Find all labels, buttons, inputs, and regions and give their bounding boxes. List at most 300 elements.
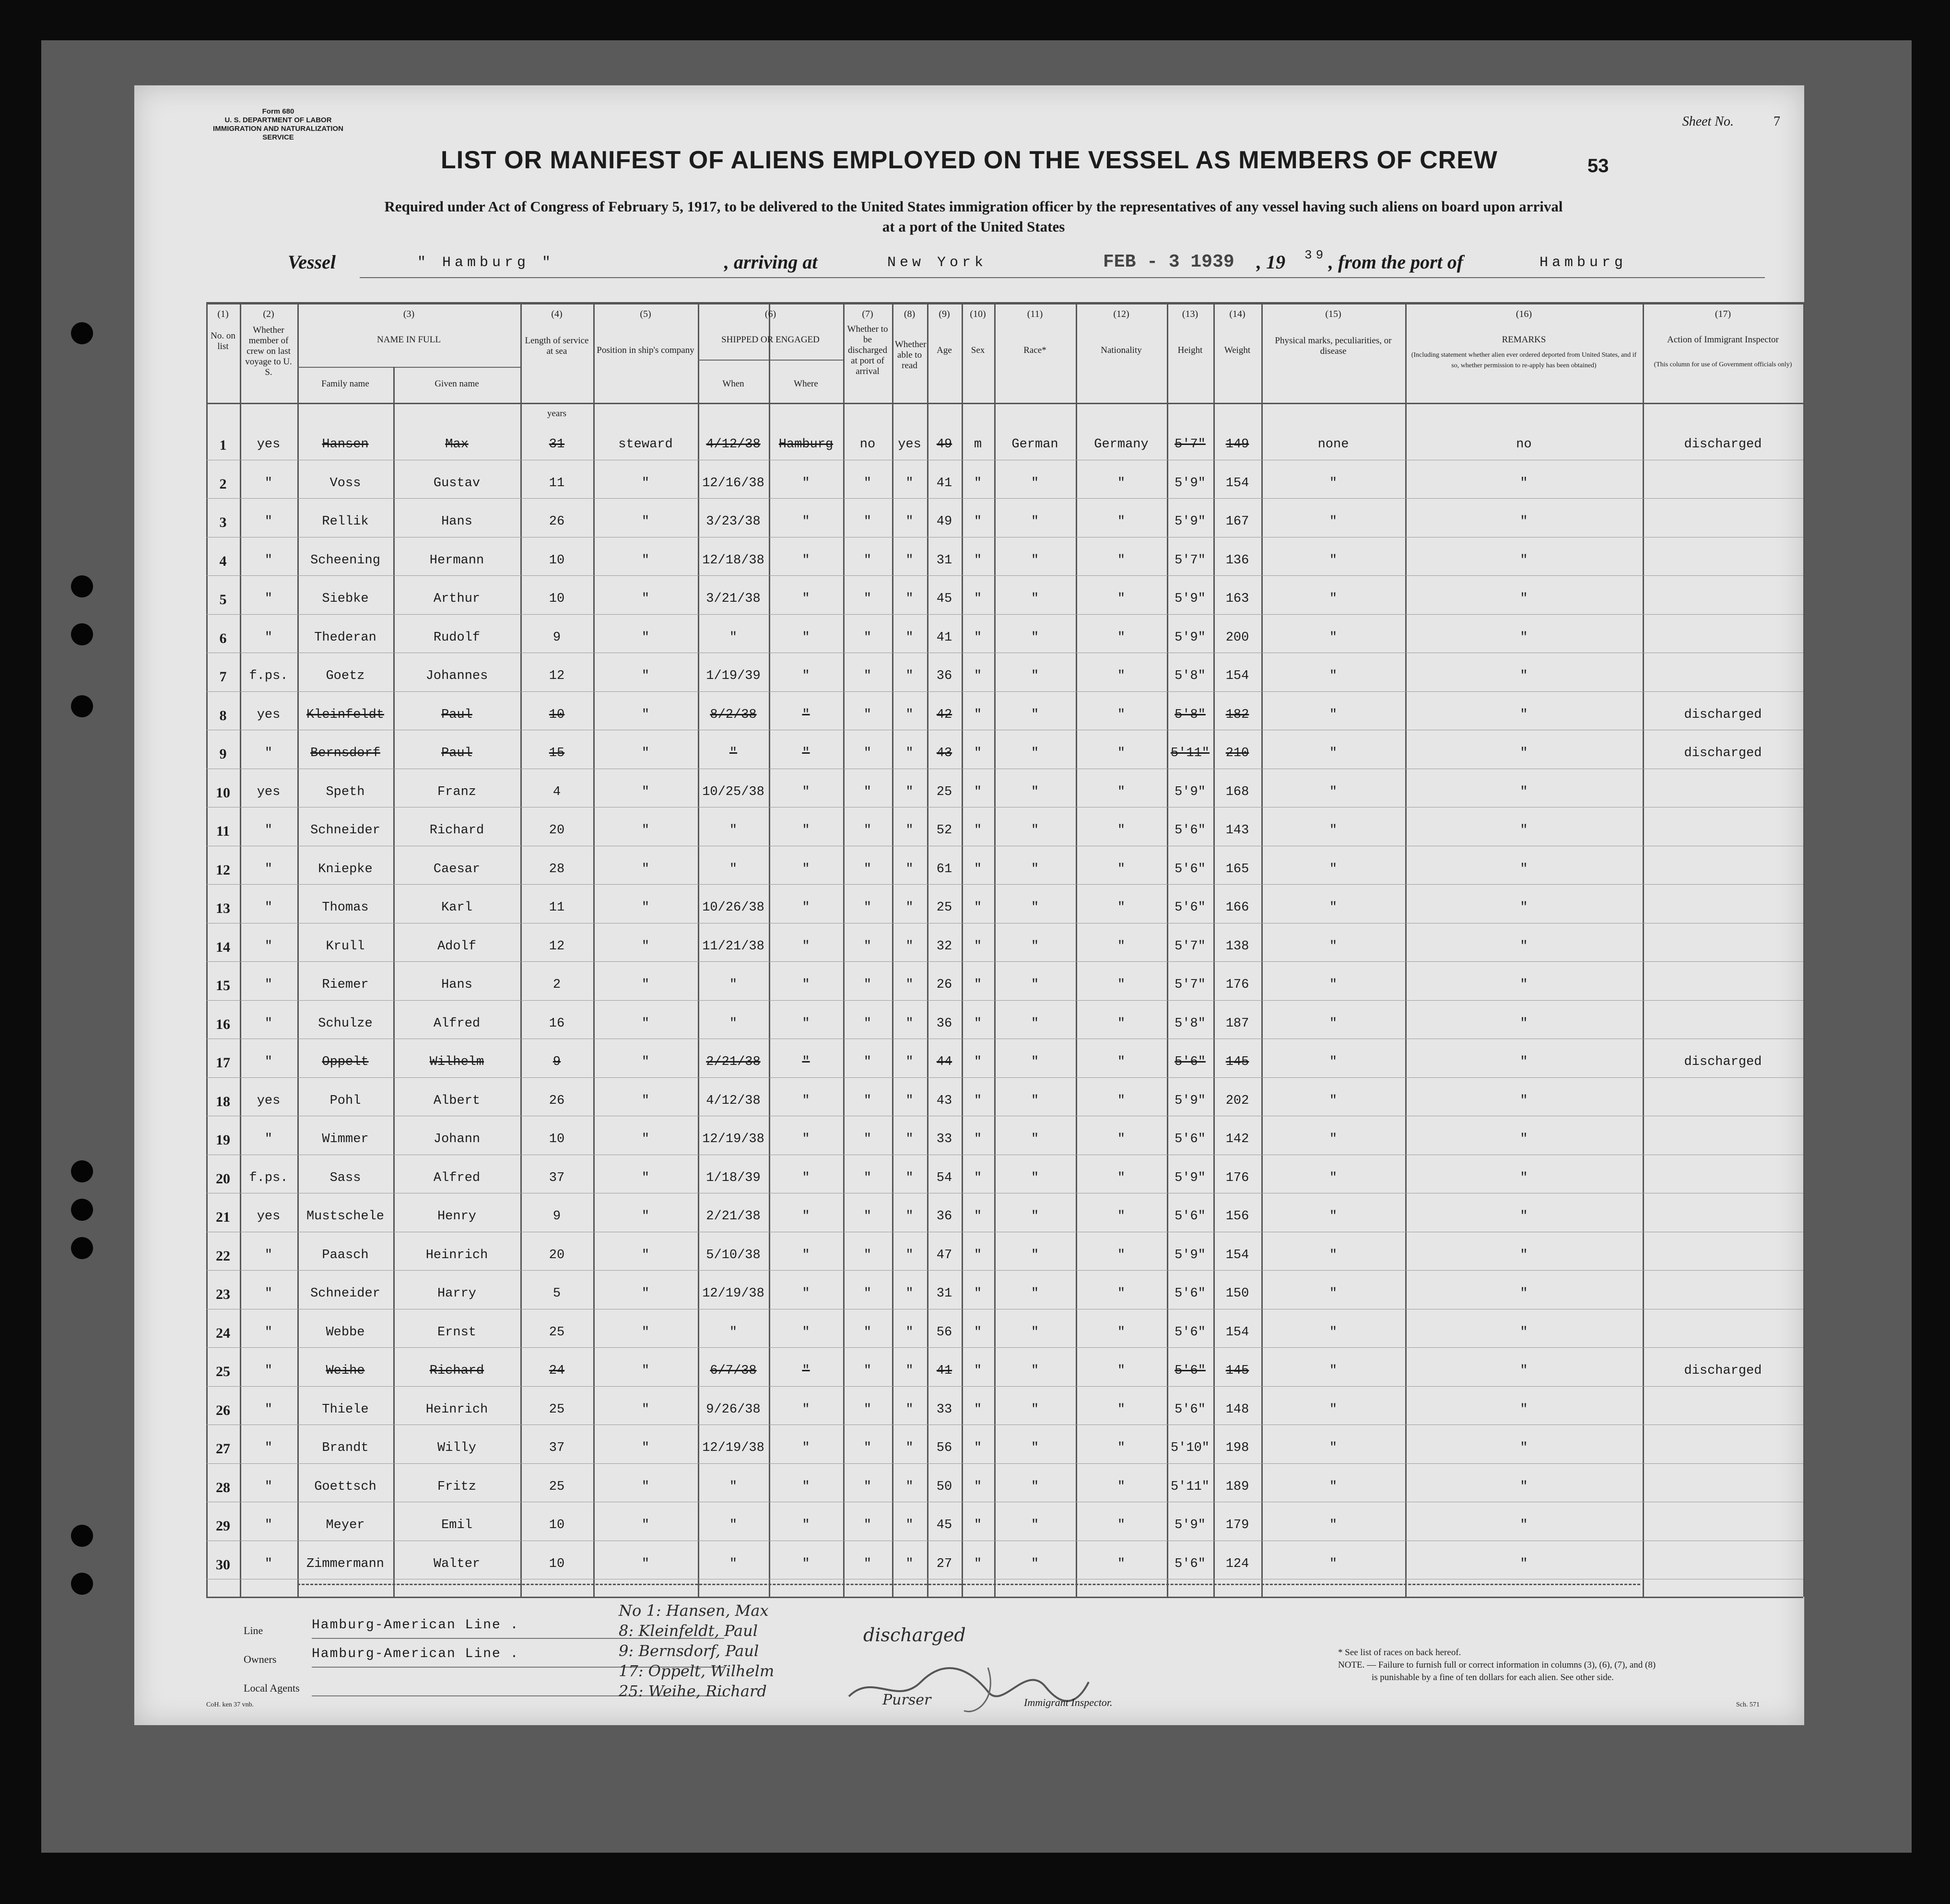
cell-prev: " xyxy=(264,1441,273,1455)
cell-no: 19 xyxy=(216,1132,230,1148)
cell-marks: " xyxy=(1329,939,1338,954)
cell-position: " xyxy=(641,476,650,491)
cell-nationality: " xyxy=(1117,784,1126,799)
hand-note: No 1: Hansen, Max xyxy=(619,1601,769,1620)
cell-weight: 148 xyxy=(1225,1402,1249,1417)
cell-no: 18 xyxy=(216,1093,230,1110)
cell-remarks: " xyxy=(1520,939,1528,954)
date-stamp: FEB - 3 1939 xyxy=(1103,252,1234,272)
cell-remarks: " xyxy=(1520,1170,1528,1185)
owners-value: Hamburg-American Line . xyxy=(312,1647,519,1661)
cell-given: Fritz xyxy=(437,1479,476,1494)
cell-marks: " xyxy=(1329,1248,1338,1262)
cell-when: 12/18/38 xyxy=(702,553,764,568)
cell-discharged: " xyxy=(863,823,872,838)
cell-weight: 124 xyxy=(1225,1556,1249,1571)
cell-given: Caesar xyxy=(433,862,481,876)
cell-service: 12 xyxy=(549,939,565,954)
cell-weight: 179 xyxy=(1225,1518,1249,1532)
family-name-header: Family name xyxy=(321,379,369,389)
hand-note: 17: Oppelt, Wilhelm xyxy=(619,1662,775,1680)
cell-service: 26 xyxy=(549,1093,565,1108)
cell-marks: " xyxy=(1329,1055,1338,1069)
cell-service: 10 xyxy=(549,707,565,722)
cell-remarks: " xyxy=(1520,592,1528,606)
cell-given: Hans xyxy=(441,514,472,529)
cell-when: 11/21/38 xyxy=(702,939,764,954)
cell-where: " xyxy=(802,553,810,568)
cell-remarks: " xyxy=(1520,1093,1528,1108)
cell-sex: " xyxy=(974,1364,982,1378)
cell-race: " xyxy=(1031,939,1039,954)
column-number: (6) xyxy=(764,309,776,319)
cell-nationality: " xyxy=(1117,1170,1126,1185)
vessel-name: " Hamburg " xyxy=(417,255,555,271)
cell-nationality: " xyxy=(1117,707,1126,722)
cell-height: 5'9" xyxy=(1175,514,1206,529)
cell-remarks: " xyxy=(1520,746,1528,760)
cell-family: Voss xyxy=(329,476,361,491)
cell-sex: " xyxy=(974,1441,982,1455)
cell-position: " xyxy=(641,1093,650,1108)
cell-height: 5'7" xyxy=(1175,437,1206,452)
cell-age: 43 xyxy=(936,1093,952,1108)
subtitle xyxy=(221,197,1727,237)
cell-given: Johann xyxy=(433,1132,481,1146)
cell-sex: " xyxy=(974,1055,982,1069)
cell-discharged: " xyxy=(863,978,872,992)
cell-height: 5'11" xyxy=(1170,1479,1210,1494)
years-unit: years xyxy=(547,409,567,419)
cell-age: 31 xyxy=(936,1286,952,1301)
column-number: (16) xyxy=(1515,309,1532,319)
cell-nationality: " xyxy=(1117,1556,1126,1571)
cell-prev: yes xyxy=(257,784,281,799)
cell-service: 37 xyxy=(549,1441,565,1455)
cell-position: " xyxy=(641,939,650,954)
cell-given: Arthur xyxy=(433,592,481,606)
cell-prev: " xyxy=(264,1325,273,1340)
table-row xyxy=(206,582,1803,621)
cell-sex: " xyxy=(974,1402,982,1417)
cell-position: " xyxy=(641,1479,650,1494)
column-header: Length of service at sea xyxy=(525,336,589,356)
cell-position: " xyxy=(641,514,650,529)
cell-height: 5'6" xyxy=(1175,823,1206,838)
sheet-number xyxy=(1682,114,1780,129)
cell-nationality: " xyxy=(1117,1479,1126,1494)
penalty-note-2: is punishable by a fine of ten dollars for each alien. See other side. xyxy=(1372,1672,1614,1682)
table-row xyxy=(206,1007,1803,1046)
cell-height: 5'6" xyxy=(1175,862,1206,876)
cell-height: 5'6" xyxy=(1175,900,1206,915)
table-row xyxy=(206,544,1803,583)
cell-marks: " xyxy=(1329,1286,1338,1301)
cell-no: 11 xyxy=(216,823,230,839)
cell-service: 11 xyxy=(549,476,565,491)
cell-nationality: " xyxy=(1117,1286,1126,1301)
footnotes xyxy=(1338,1647,1760,1684)
cell-remarks: " xyxy=(1520,900,1528,915)
cell-nationality: " xyxy=(1117,978,1126,992)
cell-age: 42 xyxy=(936,707,952,722)
cell-race: " xyxy=(1031,746,1039,760)
cell-prev: " xyxy=(264,746,273,760)
column-header: Race* xyxy=(1023,345,1046,355)
table-row xyxy=(206,1393,1803,1432)
cell-sex: " xyxy=(974,1170,982,1185)
cell-discharged: " xyxy=(863,1441,872,1455)
cell-age: 43 xyxy=(936,746,952,760)
cell-when: " xyxy=(729,823,738,838)
cell-weight: 182 xyxy=(1225,707,1249,722)
cell-read: " xyxy=(905,1518,914,1532)
cell-marks: " xyxy=(1329,1518,1338,1532)
cell-family: Rellik xyxy=(322,514,369,529)
cell-sex: " xyxy=(974,746,982,760)
cell-read: " xyxy=(905,1248,914,1262)
cell-read: " xyxy=(905,1093,914,1108)
cell-no: 7 xyxy=(219,669,227,685)
cell-when: 4/12/38 xyxy=(706,1093,761,1108)
cell-where: " xyxy=(802,746,810,760)
cell-height: 5'9" xyxy=(1175,1170,1206,1185)
cell-nationality: " xyxy=(1117,1518,1126,1532)
cell-read: " xyxy=(905,630,914,645)
cell-remarks: " xyxy=(1520,1325,1528,1340)
cell-no: 14 xyxy=(216,939,230,955)
year-prefix: , 19 xyxy=(1257,251,1285,273)
column-header: Physical marks, peculiarities, or disease xyxy=(1275,336,1392,356)
cell-weight: 150 xyxy=(1225,1286,1249,1301)
cell-weight: 187 xyxy=(1225,1016,1249,1031)
cell-discharged: " xyxy=(863,592,872,606)
cell-where: " xyxy=(802,1132,810,1146)
cell-position: " xyxy=(641,1055,650,1069)
cell-sex: " xyxy=(974,1132,982,1146)
column-header: SHIPPED OR ENGAGED xyxy=(721,335,820,345)
cell-when: " xyxy=(729,1016,738,1031)
cell-sex: " xyxy=(974,707,982,722)
cell-where: " xyxy=(802,1016,810,1031)
cell-weight: 156 xyxy=(1225,1209,1249,1224)
cell-where: " xyxy=(802,1402,810,1417)
cell-given: Emil xyxy=(441,1518,472,1532)
cell-no: 21 xyxy=(216,1209,230,1225)
cell-position: " xyxy=(641,1441,650,1455)
cell-when: " xyxy=(729,746,738,760)
cell-service: 5 xyxy=(552,1286,561,1301)
column-header: Whether member of crew on last voyage to U. S. xyxy=(245,325,292,377)
cell-sex: " xyxy=(974,862,982,876)
cell-marks: " xyxy=(1329,1479,1338,1494)
cell-discharged: " xyxy=(863,553,872,568)
cell-discharged: " xyxy=(863,1325,872,1340)
cell-race: " xyxy=(1031,476,1039,491)
handwritten-discharge-notes xyxy=(619,1600,774,1701)
cell-marks: " xyxy=(1329,1556,1338,1571)
cell-age: 41 xyxy=(936,1364,952,1378)
cell-service: 25 xyxy=(549,1479,565,1494)
column-number: (12) xyxy=(1113,309,1129,319)
cell-read: " xyxy=(905,784,914,799)
cell-nationality: " xyxy=(1117,669,1126,683)
cell-given: Richard xyxy=(429,1364,484,1378)
cell-race: " xyxy=(1031,900,1039,915)
cell-when: 2/21/38 xyxy=(706,1055,761,1069)
cell-service: 12 xyxy=(549,669,565,683)
table-row xyxy=(206,505,1803,544)
cell-prev: " xyxy=(264,862,273,876)
cell-age: 25 xyxy=(936,784,952,799)
cell-discharged: " xyxy=(863,862,872,876)
table-row xyxy=(206,891,1803,930)
column-header: Age xyxy=(937,345,952,355)
cell-weight: 176 xyxy=(1225,978,1249,992)
column-number: (13) xyxy=(1182,309,1198,319)
cell-height: 5'6" xyxy=(1175,1209,1206,1224)
cell-service: 24 xyxy=(549,1364,565,1378)
cell-remarks: " xyxy=(1520,1402,1528,1417)
cell-when: 12/19/38 xyxy=(702,1286,764,1301)
cell-no: 9 xyxy=(219,746,227,762)
hand-note: 9: Bernsdorf, Paul xyxy=(619,1642,759,1660)
column-number: (15) xyxy=(1325,309,1341,319)
cell-discharged: " xyxy=(863,784,872,799)
cell-age: 49 xyxy=(936,514,952,529)
cell-nationality: " xyxy=(1117,1055,1126,1069)
cell-height: 5'6" xyxy=(1175,1402,1206,1417)
cell-age: 49 xyxy=(936,437,952,452)
column-header: Whether to be discharged at port of arrival xyxy=(847,324,888,376)
cell-marks: " xyxy=(1329,630,1338,645)
cell-family: Schulze xyxy=(318,1016,373,1031)
cell-when: 3/21/38 xyxy=(706,592,761,606)
cell-marks: " xyxy=(1329,592,1338,606)
cell-family: Kleinfeldt xyxy=(306,707,385,722)
year-suffix: 39 xyxy=(1304,248,1327,262)
cell-marks: " xyxy=(1329,823,1338,838)
cell-when: " xyxy=(729,630,738,645)
service: IMMIGRATION AND NATURALIZATION SERVICE xyxy=(213,125,343,141)
cell-nationality: " xyxy=(1117,1132,1126,1146)
cell-age: 44 xyxy=(936,1055,952,1069)
cell-position: " xyxy=(641,746,650,760)
cell-when: " xyxy=(729,1518,738,1532)
cell-read: " xyxy=(905,1055,914,1069)
cell-race: " xyxy=(1031,514,1039,529)
cell-remarks: " xyxy=(1520,1441,1528,1455)
cell-marks: " xyxy=(1329,514,1338,529)
cell-prev: " xyxy=(264,592,273,606)
cell-prev: " xyxy=(264,1055,273,1069)
sheet-value: 7 xyxy=(1774,114,1780,129)
cell-discharged: " xyxy=(863,1132,872,1146)
cell-when: " xyxy=(729,1479,738,1494)
cell-remarks: " xyxy=(1520,1016,1528,1031)
cell-no: 8 xyxy=(219,707,227,724)
cell-position: " xyxy=(641,1248,650,1262)
header-bottom-border xyxy=(206,403,1803,404)
punch-hole xyxy=(71,1237,93,1259)
line-label: Line xyxy=(244,1624,263,1636)
cell-race: " xyxy=(1031,1518,1039,1532)
cell-action: discharged xyxy=(1684,746,1762,760)
cell-weight: 154 xyxy=(1225,476,1249,491)
cell-given: Hans xyxy=(441,978,472,992)
cell-where: " xyxy=(802,1441,810,1455)
table-row xyxy=(206,1316,1803,1355)
cell-sex: " xyxy=(974,592,982,606)
cell-position: " xyxy=(641,784,650,799)
cell-race: " xyxy=(1031,1209,1039,1224)
cell-discharged: " xyxy=(863,1016,872,1031)
cell-service: 9 xyxy=(552,630,561,645)
cell-discharged: " xyxy=(863,630,872,645)
cell-marks: " xyxy=(1329,553,1338,568)
cell-age: 54 xyxy=(936,1170,952,1185)
cell-prev: " xyxy=(264,514,273,529)
column-number: (11) xyxy=(1027,309,1043,319)
cell-discharged: no xyxy=(859,437,876,452)
cell-remarks: " xyxy=(1520,514,1528,529)
cell-prev: " xyxy=(264,1402,273,1417)
column-header: Sex xyxy=(971,345,985,355)
table-row xyxy=(206,736,1803,775)
cell-discharged: " xyxy=(863,939,872,954)
from-port: Hamburg xyxy=(1539,255,1627,271)
inspector-signature xyxy=(844,1653,1093,1720)
cell-position: " xyxy=(641,592,650,606)
column-number: (5) xyxy=(640,309,651,319)
cell-discharged: " xyxy=(863,900,872,915)
cell-when: 1/18/39 xyxy=(706,1170,761,1185)
cell-remarks: " xyxy=(1520,707,1528,722)
cell-given: Walter xyxy=(433,1556,481,1571)
cell-no: 22 xyxy=(216,1248,230,1264)
department: U. S. DEPARTMENT OF LABOR xyxy=(224,116,332,124)
table-row xyxy=(206,930,1803,969)
cell-read: " xyxy=(905,1286,914,1301)
cell-when: 1/19/39 xyxy=(706,669,761,683)
cell-no: 28 xyxy=(216,1479,230,1495)
cell-service: 9 xyxy=(552,1055,561,1069)
cell-when: 10/25/38 xyxy=(702,784,764,799)
cell-weight: 154 xyxy=(1225,1325,1249,1340)
cell-weight: 167 xyxy=(1225,514,1249,529)
cell-no: 12 xyxy=(216,862,230,878)
cell-family: Pohl xyxy=(329,1093,361,1108)
cell-height: 5'8" xyxy=(1175,669,1206,683)
cell-weight: 136 xyxy=(1225,553,1249,568)
cell-family: Webbe xyxy=(326,1325,365,1340)
punch-hole xyxy=(71,1199,93,1221)
cell-sex: " xyxy=(974,1286,982,1301)
cell-given: Hermann xyxy=(429,553,484,568)
cell-discharged: " xyxy=(863,1402,872,1417)
column-header: Action of Immigrant Inspector xyxy=(1667,335,1779,345)
cell-family: Schneider xyxy=(310,823,380,838)
cell-when: 12/19/38 xyxy=(702,1441,764,1455)
cell-read: " xyxy=(905,1325,914,1340)
column-header: Height xyxy=(1177,345,1203,355)
hand-discharged: discharged xyxy=(863,1624,966,1646)
cell-family: Thomas xyxy=(322,900,369,915)
cell-height: 5'6" xyxy=(1175,1364,1206,1378)
cell-age: 47 xyxy=(936,1248,952,1262)
cell-marks: " xyxy=(1329,1132,1338,1146)
cell-no: 15 xyxy=(216,978,230,993)
column-number: (8) xyxy=(904,309,916,319)
punch-hole xyxy=(71,322,93,344)
cell-where: " xyxy=(802,476,810,491)
cell-age: 32 xyxy=(936,939,952,954)
cell-race: " xyxy=(1031,978,1039,992)
cell-marks: " xyxy=(1329,476,1338,491)
cell-when: 4/12/38 xyxy=(706,437,761,452)
page-number: 53 xyxy=(1587,155,1609,176)
cell-nationality: " xyxy=(1117,553,1126,568)
cell-service: 10 xyxy=(549,553,565,568)
cell-marks: " xyxy=(1329,978,1338,992)
cell-marks: " xyxy=(1329,1325,1338,1340)
cell-discharged: " xyxy=(863,1518,872,1532)
cell-remarks: " xyxy=(1520,1364,1528,1378)
cell-service: 20 xyxy=(549,1248,565,1262)
hand-note: 8: Kleinfeldt, Paul xyxy=(619,1622,758,1640)
cell-family: Hansen xyxy=(322,437,369,452)
column-number: (14) xyxy=(1229,309,1245,319)
cell-given: Paul xyxy=(441,707,472,722)
cell-service: 10 xyxy=(549,1556,565,1571)
cell-weight: 145 xyxy=(1225,1364,1249,1378)
cell-where: " xyxy=(802,1325,810,1340)
cell-given: Paul xyxy=(441,746,472,760)
cell-family: Paasch xyxy=(322,1248,369,1262)
cell-discharged: " xyxy=(863,1286,872,1301)
races-note: * See list of races on back hereof. xyxy=(1338,1647,1461,1658)
cell-when: 12/16/38 xyxy=(702,476,764,491)
cell-family: Bernsdorf xyxy=(310,746,380,760)
cell-nationality: " xyxy=(1117,939,1126,954)
vessel-underline xyxy=(360,277,1765,278)
cell-height: 5'9" xyxy=(1175,1518,1206,1532)
cell-race: German xyxy=(1011,437,1058,452)
cell-age: 45 xyxy=(936,1518,952,1532)
cell-when: 2/21/38 xyxy=(706,1209,761,1224)
cell-position: " xyxy=(641,553,650,568)
cell-given: Wilhelm xyxy=(429,1055,484,1069)
cell-service: 10 xyxy=(549,592,565,606)
cell-height: 5'11" xyxy=(1170,746,1210,760)
cell-weight: 198 xyxy=(1225,1441,1249,1455)
cell-when: 6/7/38 xyxy=(710,1364,757,1378)
manifest-sheet xyxy=(134,85,1804,1725)
cell-prev: " xyxy=(264,476,273,491)
table-row xyxy=(206,853,1803,891)
cell-given: Heinrich xyxy=(425,1248,488,1262)
cell-where: " xyxy=(802,630,810,645)
cell-race: " xyxy=(1031,1556,1039,1571)
cell-sex: " xyxy=(974,823,982,838)
cell-given: Ernst xyxy=(437,1325,476,1340)
table-row xyxy=(206,1200,1803,1238)
cell-marks: " xyxy=(1329,746,1338,760)
cell-position: " xyxy=(641,823,650,838)
table-row xyxy=(206,1045,1803,1084)
table-top-border xyxy=(206,302,1803,304)
table-row xyxy=(206,968,1803,1007)
